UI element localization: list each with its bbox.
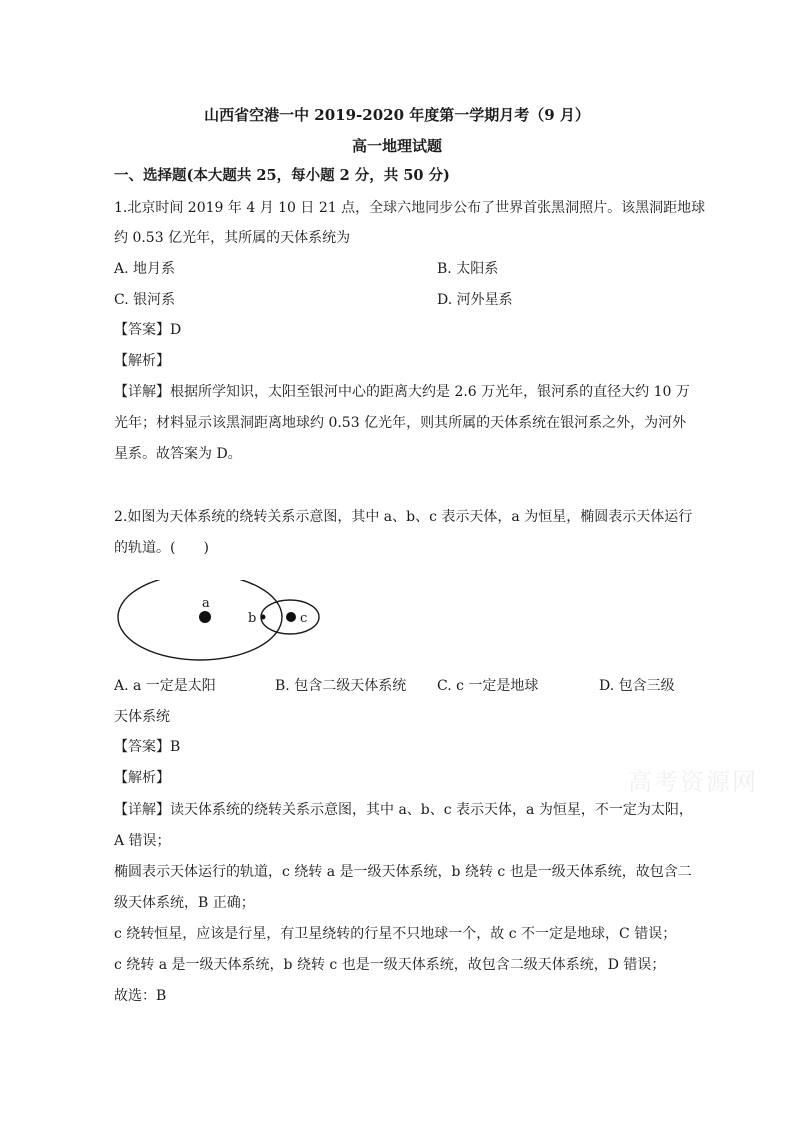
body-b	[261, 615, 266, 620]
q1-option-c: C. 银河系	[114, 292, 176, 308]
q2-stem-line2: 的轨道。( )	[114, 540, 209, 556]
body-c	[286, 612, 296, 622]
q2-detail-line5: c 绕转恒星，应该是行星，有卫星绕转的行星不只地球一个，故 c 不一定是地球，C 错误；	[114, 926, 677, 942]
body-a	[199, 611, 211, 623]
q2-conclusion: 故选：B	[114, 988, 167, 1004]
q2-stem-line1: 2.如图为天体系统的绕转关系示意图，其中 a、b、c 表示天体，a 为恒星，椭圆表示天体运行	[114, 509, 693, 525]
q2-detail-line1	[114, 800, 693, 820]
q1-option-a: A. 地月系	[114, 261, 176, 277]
label-a: a	[202, 596, 210, 611]
section-heading: 一、选择题(本大题共 25，每小题 2 分，共 50 分)	[114, 167, 450, 184]
q2-detail-line4: 级天体系统，B 正确；	[114, 895, 255, 911]
q2-answer: 【答案】B	[114, 739, 181, 755]
q2-detail-label: 【详解】	[114, 802, 170, 818]
q1-detail-line3: 星系。故答案为 D。	[114, 446, 242, 462]
q2-detail-text1: 读天体系统的绕转关系示意图，其中 a、b、c 表示天体，a 为恒星，不一定为太阳，	[170, 802, 693, 818]
q2-option-b: B. 包含二级天体系统	[275, 678, 407, 694]
q2-option-d-cont: 天体系统	[114, 709, 170, 725]
q2-option-c: C. c 一定是地球	[437, 678, 539, 694]
exam-title: 山西省空港一中 2019-2020 年度第一学期月考（9 月）	[204, 106, 590, 124]
q1-stem-line1: 1.北京时间 2019 年 4 月 10 日 21 点，全球六地同步公布了世界首张黑洞照片。该黑洞距地球	[114, 200, 706, 216]
q1-analysis-label: 【解析】	[114, 353, 170, 369]
q1-detail-text1: 根据所学知识，太阳至银河中心的距离大约是 2.6 万光年，银河系的直径大约 10 万	[170, 384, 690, 400]
orbit-diagram	[110, 580, 340, 664]
label-c: c	[300, 611, 308, 626]
q2-detail-line2: A 错误；	[114, 833, 171, 849]
q1-option-d: D. 河外星系	[437, 292, 513, 308]
q2-detail-line3: 椭圆表示天体运行的轨道，c 绕转 a 是一级天体系统，b 绕转 c 也是一级天体系统，故包含二	[114, 864, 692, 880]
exam-subtitle: 高一地理试题	[351, 137, 442, 155]
q2-option-d: D. 包含三级	[599, 678, 675, 694]
q1-stem-line2: 约 0.53 亿光年，其所属的天体系统为	[114, 230, 351, 246]
q1-option-b: B. 太阳系	[437, 261, 499, 277]
q2-analysis-label: 【解析】	[114, 770, 170, 786]
q1-detail-line1	[114, 382, 690, 402]
q1-detail-label: 【详解】	[114, 384, 170, 400]
q2-detail-line6: c 绕转 a 是一级天体系统，b 绕转 c 也是一级天体系统，故包含二级天体系统，D 错误；	[114, 957, 666, 973]
label-b: b	[248, 611, 257, 626]
watermark: 高考资源网	[628, 768, 758, 796]
q2-option-a: A. a 一定是太阳	[114, 678, 216, 694]
q1-detail-line2: 光年；材料显示该黑洞距离地球约 0.53 亿光年，则其所属的天体系统在银河系之外，为河外	[114, 415, 687, 431]
q1-answer: 【答案】D	[114, 322, 182, 338]
